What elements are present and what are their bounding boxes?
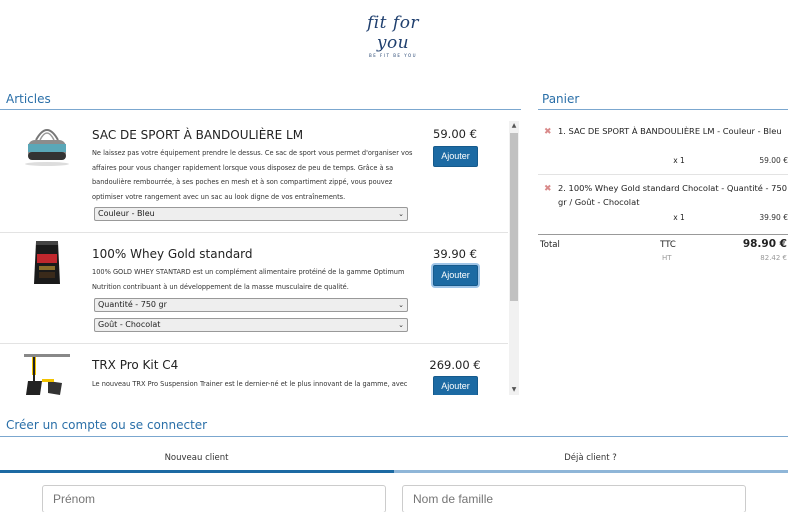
article-item [0, 120, 508, 233]
article-item [0, 234, 508, 344]
cart-rule [538, 109, 788, 110]
ht-total: 82.42 € [760, 254, 787, 262]
logo-tagline: BE FIT BE YOU [368, 53, 418, 58]
articles-rule [0, 109, 521, 110]
cart-item-price: 39.90 € [759, 213, 788, 222]
tab-new-customer[interactable]: Nouveau client [164, 453, 229, 463]
article-title[interactable]: SAC DE SPORT À BANDOULIÈRE LM [92, 128, 304, 142]
cart-total-label: Total [540, 240, 560, 250]
account-title: Créer un compte ou se connecter [6, 418, 208, 432]
cart-item-divider [538, 174, 788, 175]
cart-item-name: 2. 100% Whey Gold standard Chocolat - Quantité - 750 gr / Goût - Chocolat [558, 183, 788, 207]
article-title[interactable]: TRX Pro Kit C4 [92, 358, 179, 372]
active-tab-indicator [0, 470, 394, 473]
cart-item-price: 59.00 € [759, 156, 788, 165]
quantity-select[interactable]: Quantité - 750 gr ⌄ [94, 298, 408, 312]
article-price: 39.90 € [433, 247, 477, 261]
cart-item-name: 1. SAC DE SPORT À BANDOULIÈRE LM - Couleur - Bleu [558, 126, 782, 136]
scroll-down-arrow-icon[interactable]: ▼ [511, 386, 517, 393]
site-logo[interactable] [352, 13, 434, 58]
chevron-down-icon: ⌄ [398, 321, 404, 329]
articles-title: Articles [6, 92, 51, 106]
article-price: 59.00 € [433, 127, 477, 141]
color-select[interactable]: Couleur - Bleu ⌄ [94, 207, 408, 221]
whey-protein-image [22, 240, 72, 286]
scroll-up-arrow-icon[interactable]: ▲ [511, 122, 517, 129]
trx-kit-image [22, 351, 72, 395]
chevron-down-icon: ⌄ [398, 301, 404, 309]
tab-existing-customer[interactable]: Déjà client ? [564, 453, 617, 463]
remove-item-icon[interactable]: ✖ [544, 127, 552, 137]
ttc-total: 98.90 € [742, 238, 787, 250]
add-to-cart-button[interactable]: Ajouter [433, 376, 478, 395]
add-to-cart-button[interactable]: Ajouter [433, 146, 478, 167]
article-item [0, 345, 508, 395]
sport-bag-image [22, 122, 72, 168]
ht-label: HT [662, 254, 672, 262]
ttc-label: TTC [660, 240, 676, 250]
article-description: Le nouveau TRX Pro Suspension Trainer est le dernier-né et le plus innovant de la gamme, avec [92, 380, 408, 388]
article-price: 269.00 € [429, 358, 481, 372]
cart-item [540, 124, 788, 170]
articles-list[interactable] [0, 120, 520, 395]
article-description: 100% GOLD WHEY STANTARD est un complément alimentaire protéiné de la gamme Optimum Nutrition contribuant à un développement de la masse musculaire de qualité. [92, 268, 405, 291]
account-rule [0, 436, 788, 437]
cart-item-qty: x 1 [673, 213, 685, 222]
inactive-tab-indicator [394, 470, 788, 473]
scroll-thumb[interactable] [510, 133, 518, 301]
cart-title: Panier [542, 92, 580, 106]
article-description: Ne laissez pas votre équipement prendre le dessus. Ce sac de sport vous permet d'organiser vos affaires pour vous changer rapidement lorsque vous disposez de peu de temps. Grâce à sa bandoulière rembourrée, à ses poches en mesh et à son compartiment zippé, vous pouvez optimiser votre rangement avec un sac au look digne de vos entraînements. [92, 149, 413, 201]
remove-item-icon[interactable]: ✖ [544, 184, 552, 194]
lastname-input[interactable] [402, 485, 746, 512]
cart-item [540, 181, 788, 227]
cart-total-rule [538, 234, 788, 235]
firstname-input[interactable] [42, 485, 386, 512]
add-to-cart-button[interactable]: Ajouter [433, 265, 478, 286]
articles-scrollbar[interactable] [509, 121, 519, 395]
chevron-down-icon: ⌄ [398, 210, 404, 218]
logo-text: fit for you [366, 13, 420, 53]
flavor-select[interactable]: Goût - Chocolat ⌄ [94, 318, 408, 332]
cart-item-qty: x 1 [673, 156, 685, 165]
article-title[interactable]: 100% Whey Gold standard [92, 247, 253, 261]
